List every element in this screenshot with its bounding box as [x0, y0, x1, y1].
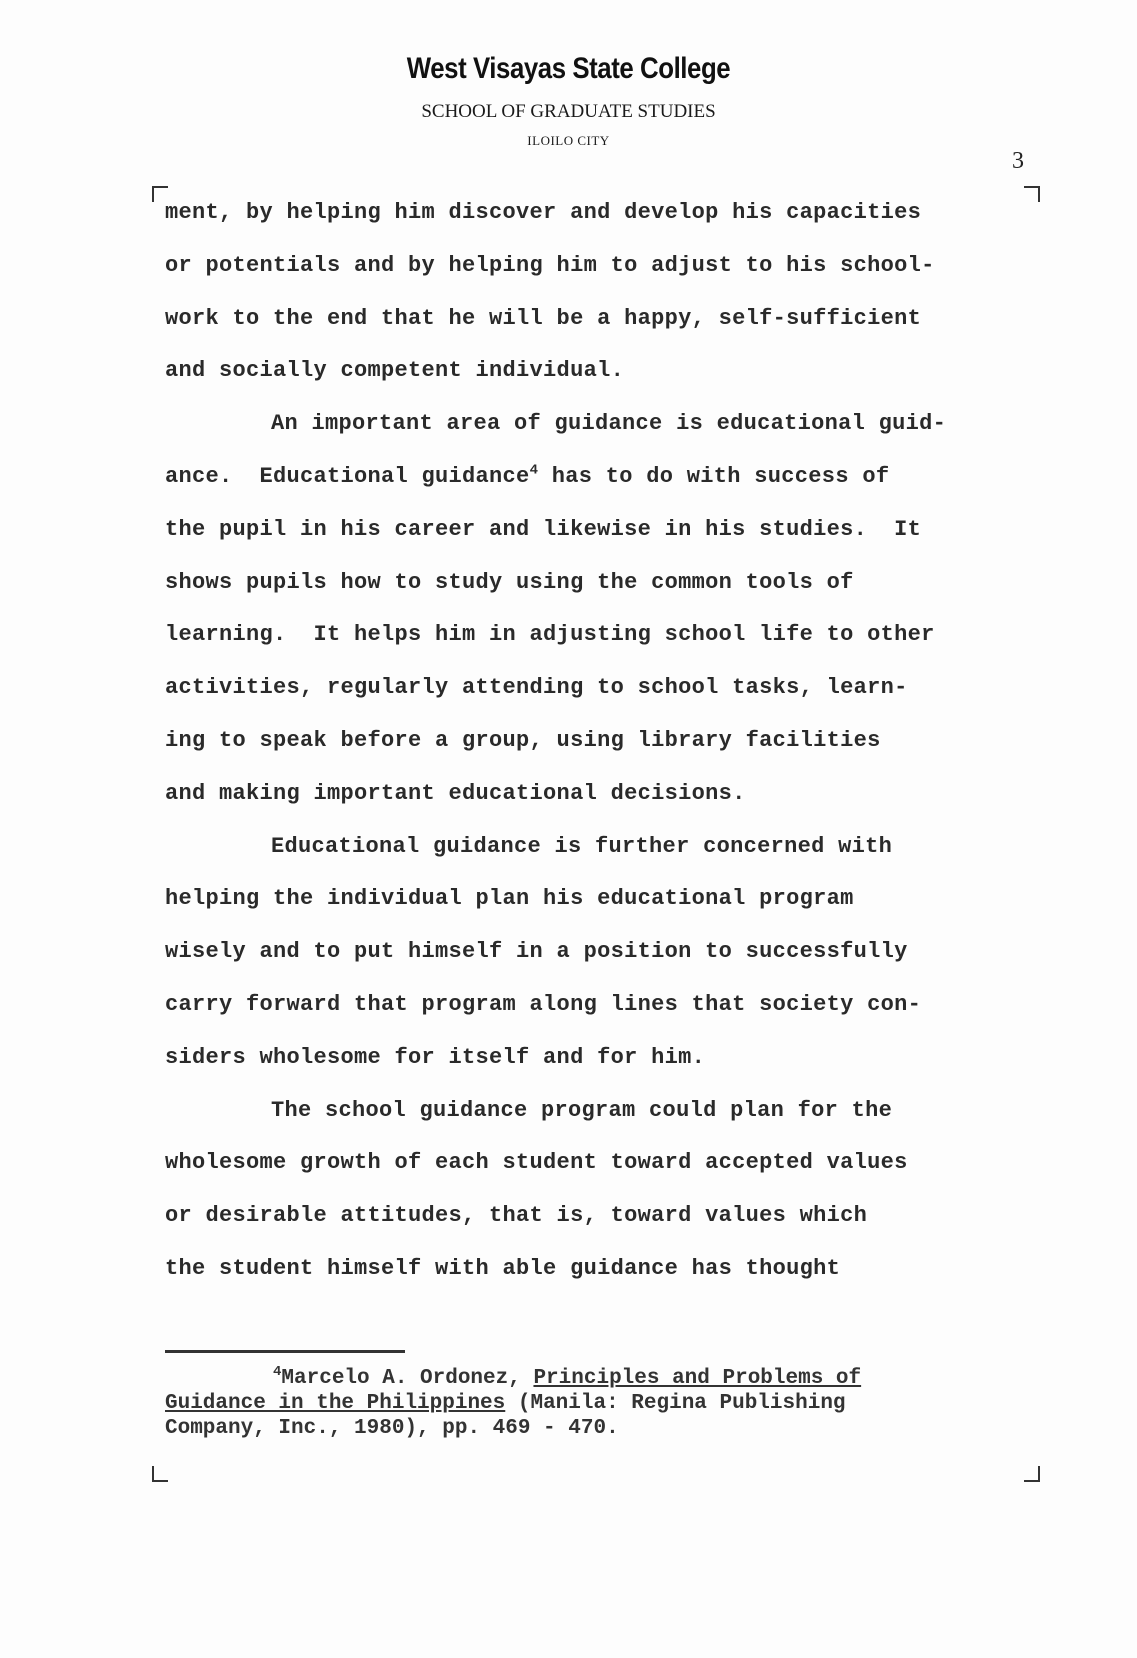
text-line: An important area of guidance is educational guid-: [271, 411, 947, 437]
text-line: ment, by helping him discover and develop his capacities: [165, 200, 922, 225]
footnote-publisher: (Manila: Regina Publishing: [505, 1392, 846, 1415]
text-line: activities, regularly attending to school tasks, learn-: [165, 675, 908, 701]
text-line: carry forward that program along lines that society con-: [165, 991, 922, 1017]
crop-mark-bottom-left: [152, 1466, 168, 1482]
footnote: [165, 1366, 1025, 1441]
text-fragment: ance. Educational guidance: [165, 463, 530, 489]
footnote-title: Guidance in the Philippines: [165, 1392, 506, 1415]
school-name: SCHOOL OF GRADUATE STUDIES: [421, 101, 716, 122]
footnote-line: Company, Inc., 1980), pp. 469 - 470.: [165, 1417, 619, 1440]
text-line: Educational guidance is further concerned with: [271, 833, 893, 859]
city-name: ILOILO CITY: [527, 133, 610, 148]
page-number: 3: [1012, 148, 1024, 174]
text-line: siders wholesome for itself and for him.: [165, 1044, 706, 1070]
footnote-divider: [165, 1350, 405, 1353]
text-line: helping the individual plan his educational program: [165, 886, 854, 912]
text-line: the student himself with able guidance has thought: [165, 1255, 841, 1281]
text-line: shows pupils how to study using the common tools of: [165, 569, 854, 595]
text-line: wholesome growth of each student toward accepted values: [165, 1150, 908, 1176]
text-line: wisely and to put himself in a position to successfully: [165, 939, 908, 965]
crop-mark-bottom-right: [1024, 1466, 1040, 1482]
text-line: or potentials and by helping him to adjust to his school-: [165, 252, 935, 278]
text-line: [165, 451, 1045, 504]
text-line: The school guidance program could plan for the: [271, 1097, 893, 1123]
college-name: West Visayas State College: [406, 52, 731, 85]
text-line: and socially competent individual.: [165, 358, 625, 384]
text-fragment: has to do with success of: [538, 463, 890, 489]
text-line: learning. It helps him in adjusting school life to other: [165, 622, 935, 648]
text-line: the pupil in his career and likewise in his studies. It: [165, 516, 922, 542]
text-line: and making important educational decisions.: [165, 780, 746, 806]
text-line: or desirable attitudes, that is, toward values which: [165, 1203, 868, 1229]
text-line: ing to speak before a group, using library facilities: [165, 727, 881, 753]
body-text: [165, 187, 1045, 1296]
footnote-author: Marcelo A. Ordonez,: [281, 1367, 534, 1390]
footnote-title: Principles and Problems of: [533, 1367, 862, 1390]
footnote-marker: 4: [273, 1364, 282, 1380]
footnote-line: [165, 1391, 1025, 1416]
text-line: work to the end that he will be a happy, self-sufficient: [165, 305, 922, 331]
footnote-reference: 4: [529, 462, 539, 479]
footnote-line: [165, 1366, 1025, 1391]
